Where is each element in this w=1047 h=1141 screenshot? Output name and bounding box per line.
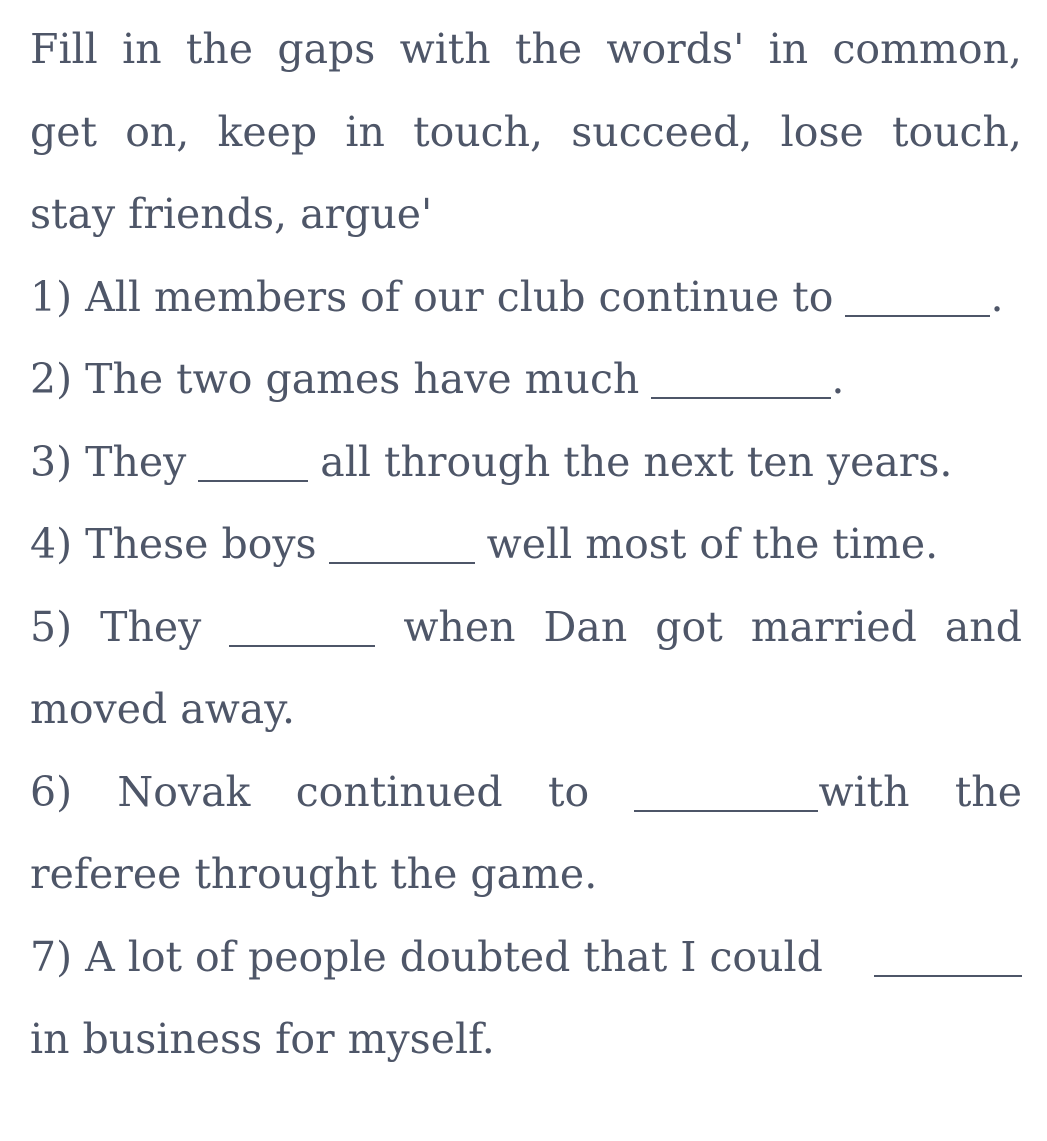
word: in xyxy=(768,25,809,73)
item-1-text: 1) All members of our club continue to xyxy=(30,272,834,321)
word: gaps xyxy=(277,25,376,73)
blank-1[interactable] xyxy=(845,310,990,311)
item-4 xyxy=(30,503,1022,586)
blank-5[interactable] xyxy=(229,640,375,641)
word: 5) xyxy=(30,602,73,651)
word: the xyxy=(185,25,254,73)
word: to xyxy=(547,767,590,816)
exercise-text xyxy=(30,8,1022,1081)
blank-2[interactable] xyxy=(651,392,831,393)
item-2 xyxy=(30,338,1022,421)
item-6-line-2: referee throught the game. xyxy=(30,850,598,898)
word: married xyxy=(750,602,917,651)
word: got xyxy=(655,602,723,651)
item-3-end: all through the next ten years. xyxy=(320,437,953,486)
word: the xyxy=(954,767,1022,816)
word: continued xyxy=(295,767,503,816)
word: keep xyxy=(217,107,318,156)
item-6-line-1 xyxy=(30,751,1022,834)
word: lose xyxy=(780,107,864,156)
word: Fill xyxy=(30,25,98,73)
word: touch, xyxy=(891,107,1022,156)
item-7-text: 7) A lot of people doubted that I could xyxy=(30,932,823,981)
word: Dan xyxy=(543,602,628,651)
word: Novak xyxy=(117,767,251,816)
item-1 xyxy=(30,256,1022,339)
item-2-end: . xyxy=(831,355,845,403)
word: the xyxy=(514,25,583,73)
word: and xyxy=(944,602,1022,651)
word: with xyxy=(399,25,491,73)
word: in xyxy=(345,107,385,156)
item-3-text: 3) They xyxy=(30,437,187,486)
item-4-text: 4) These boys xyxy=(30,520,317,568)
instruction-line-1 xyxy=(30,8,1022,91)
item-3 xyxy=(30,421,1022,504)
item-7-line-1 xyxy=(30,916,1022,999)
blank-3[interactable] xyxy=(198,475,308,476)
word: get xyxy=(30,107,97,156)
blank-4[interactable] xyxy=(329,557,475,558)
word: in xyxy=(122,25,162,73)
item-4-end: well most of the time. xyxy=(486,520,939,568)
word: on, xyxy=(125,107,190,156)
item-7-line-2: in business for myself. xyxy=(30,1015,495,1063)
word: with xyxy=(818,767,910,816)
word: 6) xyxy=(30,767,73,816)
item-5-line-1 xyxy=(30,586,1022,669)
word: words' xyxy=(606,25,745,73)
instruction-line-3: stay friends, argue' xyxy=(30,190,433,238)
word: touch, xyxy=(413,107,544,156)
blank-7[interactable] xyxy=(874,970,1022,971)
instruction-line-2 xyxy=(30,91,1022,174)
word: when xyxy=(403,602,516,651)
word: succeed, xyxy=(571,107,753,156)
blank-6[interactable] xyxy=(634,805,818,806)
item-1-end: . xyxy=(990,272,1004,321)
word: They xyxy=(100,602,202,651)
item-2-text: 2) The two games have much xyxy=(30,355,640,403)
word: common, xyxy=(832,25,1022,73)
item-5-line-2: moved away. xyxy=(30,685,295,733)
